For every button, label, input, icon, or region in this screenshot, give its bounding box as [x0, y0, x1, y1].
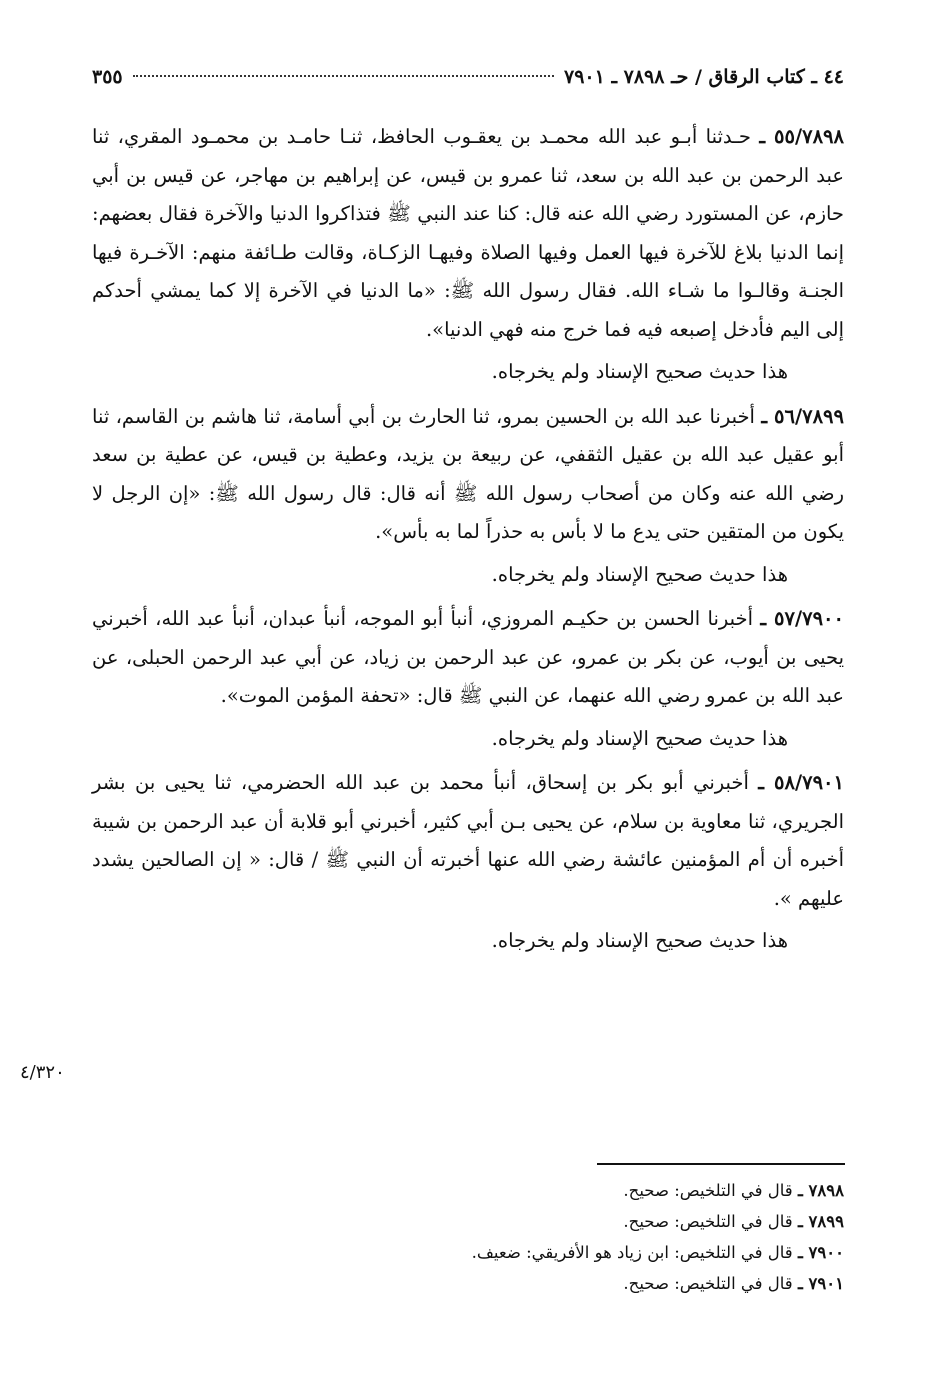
hadith-number: ٥٦/٧٨٩٩ ـ: [761, 404, 844, 428]
hadith-verdict: هذا حديث صحيح الإسناد ولم يخرجاه.: [491, 360, 788, 383]
page-header: [92, 64, 844, 90]
footnote: [92, 1268, 844, 1299]
hadith-7899: [92, 398, 844, 552]
page-number: ٣٥٥: [92, 66, 123, 88]
hadith-verdict: هذا حديث صحيح الإسناد ولم يخرجاه.: [491, 562, 788, 586]
running-head: ٤٤ ـ كتاب الرقاق / حـ ٧٨٩٨ ـ ٧٩٠١: [564, 66, 844, 88]
hadith-text: أخبرنا الحسن بن حكيـم المروزي، أنبأ أبو الموجه، أنبأ عبدان، أنبأ عبد الله، أخبرني يحيى بن أيوب، عن بكر بن عمرو، عن عبد الرحمن بن زياد، عن أبي عبد الرحمن الحبلى، عن عبد الله بن عمرو رضي الله عنهما، عن النبي ﷺ قال: «تحفة المؤمن الموت».: [92, 607, 844, 707]
footnote-text: قال في التلخيص: صحيح.: [623, 1181, 793, 1200]
footnote-text: قال في التلخيص: صحيح.: [623, 1212, 793, 1231]
leader-dots: [133, 75, 554, 77]
hadith-verdict: هذا حديث صحيح الإسناد ولم يخرجاه.: [491, 929, 788, 952]
hadith-verdict: هذا حديث صحيح الإسناد ولم يخرجاه.: [491, 726, 788, 750]
hadith-number: ٥٨/٧٩٠١ ـ: [758, 771, 844, 794]
footnote: [92, 1175, 844, 1206]
footnote-number: ٧٨٩٩ ـ: [797, 1212, 844, 1231]
footnotes: [92, 1175, 844, 1299]
hadith-text: حـدثنا أبـو عبد الله محمـد بن يعقـوب الحافظ، ثنـا حامـد بن محمـود المقري، ثنا عبد الرحمن بن عبد الله بن سعد، ثنا عمرو بن قيس، عن إبراهيم بن مهاجر، عن قيس بن أبي حازم، عن المستورد رضي الله عنه قال: كنا عند النبي ﷺ فتذاكروا الدنيا والآخرة فقال بعضهم: إنما الدنيا بلاغ للآخرة فيها العمل وفيها الصلاة وفيهـا الزكـاة، وقالت طـائفة منهم: الآخـرة فيها الجنـة وقالـوا ما شـاء الله. فقال رسول الله ﷺ: «ما الدنيا في الآخرة إلا كما يمشي أحدكم إلى اليم فأدخل إصبعه فيه فما خرج منه فهي الدنيا».: [92, 125, 844, 341]
margin-reference: ٤/٣٢٠: [20, 1062, 65, 1083]
main-text: [92, 118, 844, 961]
footnote-text: قال في التلخيص: صحيح.: [623, 1274, 793, 1293]
hadith-text: أخبرني أبو بكر بن إسحاق، أنبأ محمد بن عبد الله الحضرمي، ثنا يحيى بن بشر الجريري، ثنا معاوية بن سلام، عن يحيى بـن أبي كثير، أخبرني أبو قلابة أن عبد الرحمن بن شيبة أخبره أن أم المؤمنين عائشة رضي الله عنها أخبرته أن النبي ﷺ / قال: « إن الصالحين يشدد عليهم ».: [92, 771, 844, 910]
footnote-text: قال في التلخيص: ابن زياد هو الأفريقي: ضعيف.: [471, 1243, 793, 1262]
footnote: [92, 1206, 844, 1237]
hadith-number: ٥٧/٧٩٠٠ ـ: [760, 607, 844, 630]
hadith-text: أخبرنا عبد الله بن الحسين بمرو، ثنا الحارث بن أبي أسامة، ثنا هاشم بن القاسم، ثنا أبو عقيل عبد الله بن عقيل الثقفي، عن ربيعة بن يزيد، وعطية بن قيس، عن عطية بن سعد رضي الله عنه وكان من أصحاب رسول الله ﷺ أنه قال: قال رسول الله ﷺ: «إن الرجل لا يكون من المتقين حتى يدع ما لا بأس به حذراً لما به بأس».: [92, 404, 844, 543]
footnote: [92, 1237, 844, 1268]
hadith-7898: [92, 118, 844, 349]
footnote-divider: [597, 1163, 845, 1165]
hadith-7901: [92, 764, 844, 918]
hadith-7900: [92, 600, 844, 716]
footnote-number: ٧٩٠٠ ـ: [797, 1243, 844, 1262]
footnote-number: ٧٨٩٨ ـ: [797, 1181, 844, 1200]
hadith-number: ٥٥/٧٨٩٨ ـ: [759, 125, 844, 148]
footnote-number: ٧٩٠١ ـ: [797, 1274, 844, 1293]
